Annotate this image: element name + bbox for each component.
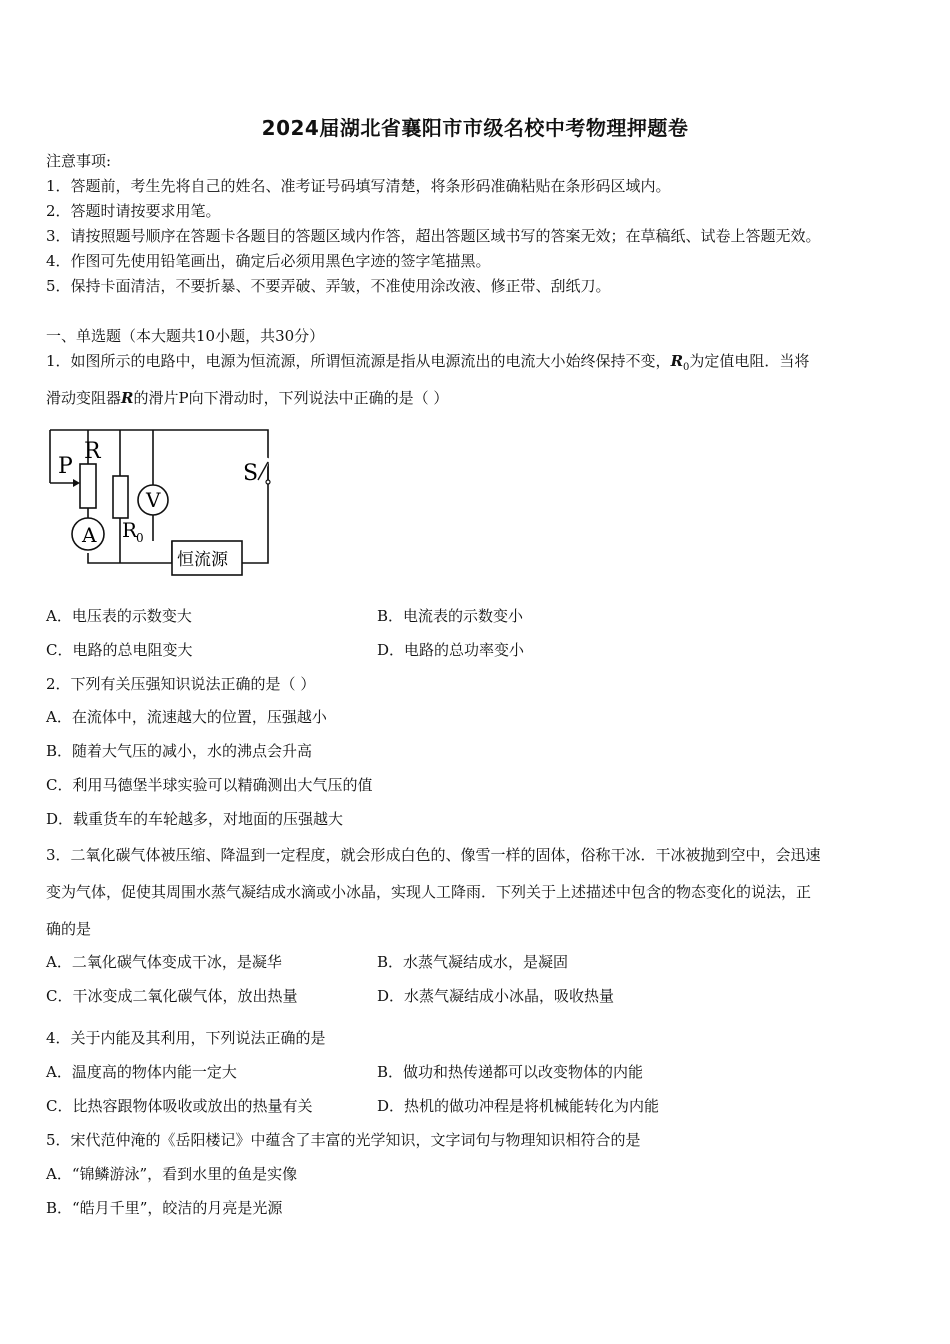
notice-item-4: 4．作图可先使用铅笔画出，确定后必须用黑色字迹的签字笔描黑。 (46, 252, 491, 270)
q4-stem: 4．关于内能及其利用，下列说法正确的是 (46, 1029, 326, 1047)
label-V: V (146, 488, 161, 512)
q4-option-a[interactable]: A．温度高的物体内能一定大 (46, 1063, 237, 1081)
q3-option-a[interactable]: A．二氧化碳气体变成干冰，是凝华 (46, 953, 282, 971)
notice-item-5: 5．保持卡面清洁，不要折暴、不要弄破、弄皱，不准使用涂改液、修正带、刮纸刀。 (46, 277, 611, 295)
notice-item-3: 3．请按照题号顺序在答题卡各题目的答题区域内作答，超出答题区域书写的答案无效；在草稿纸、试卷上答题无效。 (46, 227, 821, 245)
notice-item-2: 2．答题时请按要求用笔。 (46, 202, 221, 220)
q1-text-d: 的滑片P向下滑动时，下列说法中正确的是（ ） (133, 389, 449, 407)
q4-option-c[interactable]: C．比热容跟物体吸收或放出的热量有关 (46, 1097, 313, 1115)
q3-stem-line1: 3．二氧化碳气体被压缩、降温到一定程度，就会形成白色的、像雪一样的固体，俗称干冰．干冰被抛到空中，会迅速 (46, 846, 821, 864)
label-S: S (243, 461, 259, 486)
q1-text-c: 滑动变阻器 (46, 389, 122, 407)
q2-option-c[interactable]: C．利用马德堡半球实验可以精确测出大气压的值 (46, 776, 373, 794)
q3-option-d[interactable]: D．水蒸气凝结成小冰晶，吸收热量 (377, 987, 615, 1005)
notice-heading: 注意事项: (46, 152, 112, 170)
exam-title: 2024届湖北省襄阳市市级名校中考物理押题卷 (261, 116, 689, 140)
rheostat-R (80, 464, 96, 508)
resistor-R0 (113, 476, 128, 518)
q1-option-c[interactable]: C．电路的总电阻变大 (46, 641, 193, 659)
q2-stem: 2．下列有关压强知识说法正确的是（ ） (46, 675, 316, 693)
q5-option-a[interactable]: A．“锦鳞游泳”，看到水里的鱼是实像 (46, 1165, 298, 1183)
q1-option-a[interactable]: A．电压表的示数变大 (46, 607, 192, 625)
q3-option-b[interactable]: B．水蒸气凝结成水，是凝固 (377, 953, 569, 971)
q2-option-d[interactable]: D．载重货车的车轮越多，对地面的压强越大 (46, 810, 344, 828)
q3-stem-line2: 变为气体，促使其周围水蒸气凝结成水滴或小冰晶，实现人工降雨．下列关于上述描述中包含的物态变化的说法，正 (46, 883, 812, 901)
q5-option-b[interactable]: B．“皓月千里”，皎洁的月亮是光源 (46, 1199, 283, 1217)
q1-option-b[interactable]: B．电流表的示数变小 (377, 607, 524, 625)
r-symbol: R (121, 389, 134, 407)
r0-subscript: 0 (683, 362, 690, 373)
r0-symbol: R (670, 352, 684, 370)
section-heading: 一、单选题（本大题共10小题，共30分） (46, 327, 325, 345)
q1-option-d[interactable]: D．电路的总功率变小 (377, 641, 525, 659)
q4-option-b[interactable]: B．做功和热传递都可以改变物体的内能 (377, 1063, 644, 1081)
circuit-diagram (40, 418, 280, 583)
label-source: 恒流源 (177, 550, 228, 570)
q5-stem: 5．宋代范仲淹的《岳阳楼记》中蕴含了丰富的光学知识，文字词句与物理知识相符合的是 (46, 1131, 641, 1149)
label-R: R (84, 439, 101, 464)
q1-text-b: 为定值电阻．当将 (689, 352, 810, 370)
q1-text-a: 1．如图所示的电路中，电源为恒流源，所谓恒流源是指从电源流出的电流大小始终保持不变， (46, 352, 671, 370)
q1-stem-line1 (46, 351, 809, 378)
q3-stem-line3: 确的是 (46, 920, 92, 938)
q4-option-d[interactable]: D．热机的做功冲程是将机械能转化为内能 (377, 1097, 660, 1115)
label-R0-sub: 0 (136, 531, 144, 545)
label-P: P (58, 454, 73, 479)
q1-stem-line2 (46, 388, 448, 408)
notice-item-1: 1．答题前，考生先将自己的姓名、准考证号码填写清楚，将条形码准确粘贴在条形码区域内。 (46, 177, 671, 195)
label-A: A (82, 523, 97, 547)
q3-option-c[interactable]: C．干冰变成二氧化碳气体，放出热量 (46, 987, 298, 1005)
q2-option-a[interactable]: A．在流体中，流速越大的位置，压强越小 (46, 708, 327, 726)
q2-option-b[interactable]: B．随着大气压的减小，水的沸点会升高 (46, 742, 313, 760)
label-R0: R (122, 518, 138, 542)
